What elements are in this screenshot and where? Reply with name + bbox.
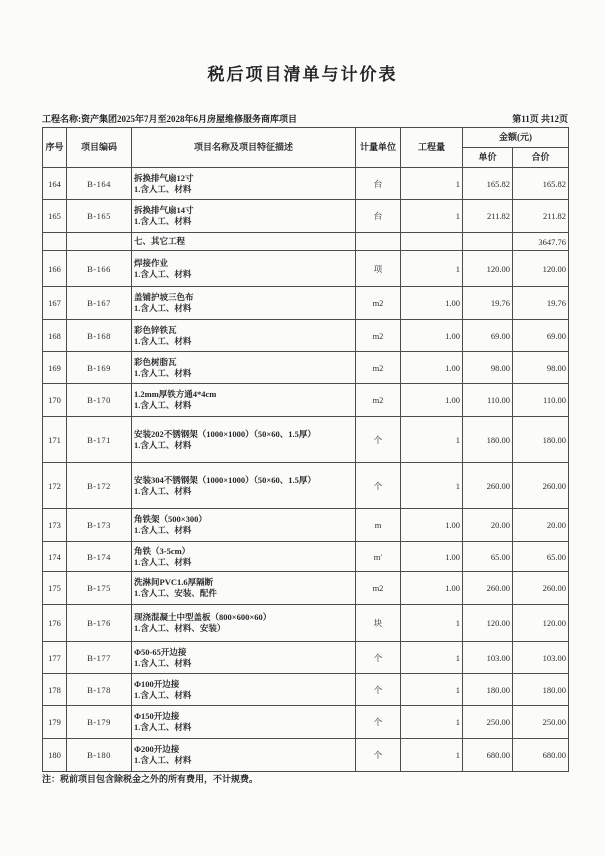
item-name-line: 角铁架（500×300）	[134, 514, 207, 524]
table-row	[43, 463, 569, 509]
header-code: 项目编码	[67, 128, 132, 168]
cell-quantity: 1	[401, 674, 463, 706]
cell-quantity: 1	[401, 417, 463, 463]
item-feature-line: 1.含人工、材料	[134, 303, 192, 313]
page-number-label: 第11页 共12页	[512, 114, 568, 124]
table-row	[43, 417, 569, 463]
cell-item-name	[132, 572, 356, 605]
cell-item-code: B-178	[67, 674, 132, 706]
page-title: 税后项目清单与计价表	[207, 65, 398, 84]
cell-seq: 180	[43, 739, 67, 772]
table-row	[43, 352, 569, 384]
item-name-line: 现浇混凝土中型盖板（800×600×60）	[134, 612, 272, 622]
cell-unit: 个	[356, 706, 401, 739]
cell-quantity: 1	[401, 251, 463, 287]
cell-item-code: B-174	[67, 542, 132, 572]
cell-item-code: B-179	[67, 706, 132, 739]
cell-item-name	[132, 706, 356, 739]
item-feature-line: 1.含人工、材料	[134, 268, 192, 279]
item-name-line: 七、其它工程	[134, 236, 186, 246]
item-name-line: 拆换排气扇14寸	[134, 205, 194, 215]
cell-item-code: B-175	[67, 572, 132, 605]
cell-total-price: 250.00	[513, 706, 569, 739]
cell-item-code: B-169	[67, 352, 132, 384]
cell-seq: 179	[43, 706, 67, 739]
section-row	[43, 233, 569, 251]
cell-item-code: B-166	[67, 251, 132, 287]
item-name-line: 焊接作业	[134, 257, 169, 268]
cell-total-price: 103.00	[513, 642, 569, 674]
cell-unit: 个	[356, 739, 401, 772]
cell-unit-price: 680.00	[463, 739, 513, 772]
item-feature-line: 1.含人工、材料	[134, 400, 192, 410]
header-unit: 计量单位	[356, 128, 401, 168]
table-row	[43, 287, 569, 320]
cell-seq: 177	[43, 642, 67, 674]
cell-quantity: 1	[401, 739, 463, 772]
cell-unit: 台	[356, 200, 401, 233]
cell-item-name	[132, 168, 356, 200]
cell-item-name	[132, 384, 356, 417]
cell-unit-price: 250.00	[463, 706, 513, 739]
cell-total-price: 180.00	[513, 417, 569, 463]
item-name-line: 安装304不锈钢架（1000×1000）（50×60、1.5厚）	[134, 474, 316, 485]
item-name-line: 1.2mm厚铁方通4*4cm	[134, 389, 217, 399]
cell-item-code: B-168	[67, 320, 132, 352]
cell-seq: 175	[43, 572, 67, 605]
header-amount-group: 金额(元)	[463, 128, 569, 148]
cell-unit-price: 180.00	[463, 674, 513, 706]
table-header	[43, 128, 569, 168]
item-feature-line: 1.含人工、安装、配件	[134, 588, 217, 598]
cell-item-name	[132, 287, 356, 320]
cell-item-name	[132, 739, 356, 772]
cell-total-price: 19.76	[513, 287, 569, 320]
cell-unit: m2	[356, 287, 401, 320]
cell-item-code: B-170	[67, 384, 132, 417]
cell-unit-price: 260.00	[463, 463, 513, 509]
cell-seq: 166	[43, 251, 67, 287]
cell-item-name	[132, 674, 356, 706]
cell-seq: 170	[43, 384, 67, 417]
cell-item-name	[132, 542, 356, 572]
cell-total-price: 180.00	[513, 674, 569, 706]
cell-seq: 178	[43, 674, 67, 706]
cell-quantity: 1.00	[401, 509, 463, 542]
footnote: 注：税前项目包含除税金之外的所有费用，不计规费。	[42, 774, 259, 784]
cell-item-code: B-167	[67, 287, 132, 320]
header-unit-price: 单价	[463, 148, 513, 168]
cell-total-price: 260.00	[513, 463, 569, 509]
cell-unit: m	[356, 509, 401, 542]
table-row	[43, 706, 569, 739]
table-row	[43, 320, 569, 352]
cell-unit: 块	[356, 605, 401, 642]
cell-total-price: 680.00	[513, 739, 569, 772]
cell-unit-price: 69.00	[463, 320, 513, 352]
cell-unit: m2	[356, 384, 401, 417]
item-name-line: 拆换排气扇12寸	[134, 172, 194, 183]
cell-total-price: 260.00	[513, 572, 569, 605]
cell-total-price: 165.82	[513, 168, 569, 200]
cell-item-name	[132, 320, 356, 352]
cell-seq: 174	[43, 542, 67, 572]
cell-unit-price: 110.00	[463, 384, 513, 417]
cell-quantity: 1	[401, 605, 463, 642]
item-feature-line: 1.含人工、材料	[134, 216, 192, 226]
table-row	[43, 509, 569, 542]
table-row	[43, 168, 569, 200]
header-total-price: 合价	[513, 148, 569, 168]
cell-unit-price: 211.82	[463, 200, 513, 233]
cell-total-price: 120.00	[513, 605, 569, 642]
cell-item-code: B-172	[67, 463, 132, 509]
header-seq: 序号	[43, 128, 67, 168]
cell-item-code: B-177	[67, 642, 132, 674]
cell-item-name	[132, 352, 356, 384]
cell-seq: 176	[43, 605, 67, 642]
table-row	[43, 739, 569, 772]
table-row	[43, 200, 569, 233]
cell-item-name	[132, 417, 356, 463]
cell-seq: 172	[43, 463, 67, 509]
pricing-table	[42, 127, 569, 772]
cell-item-code	[67, 233, 132, 251]
cell-seq: 168	[43, 320, 67, 352]
cell-unit: m′	[356, 542, 401, 572]
cell-unit-price: 98.00	[463, 352, 513, 384]
cell-item-name	[132, 233, 356, 251]
item-feature-line: 1.含人工、材料	[134, 722, 192, 732]
cell-unit-price	[463, 233, 513, 251]
cell-seq: 171	[43, 417, 67, 463]
cell-seq: 173	[43, 509, 67, 542]
cell-item-name	[132, 605, 356, 642]
cell-quantity: 1.00	[401, 287, 463, 320]
cell-seq: 167	[43, 287, 67, 320]
cell-total-price: 120.00	[513, 251, 569, 287]
cell-item-code: B-180	[67, 739, 132, 772]
table-row	[43, 642, 569, 674]
table-row	[43, 605, 569, 642]
cell-quantity: 1.00	[401, 352, 463, 384]
item-feature-line: 1.含人工、材料	[134, 556, 192, 567]
cell-unit: 个	[356, 463, 401, 509]
cell-seq: 164	[43, 168, 67, 200]
cell-unit-price: 65.00	[463, 542, 513, 572]
cell-unit: 个	[356, 417, 401, 463]
item-feature-line: 1.含人工、材料、安装）	[134, 623, 226, 633]
cell-quantity: 1.00	[401, 384, 463, 417]
table-row	[43, 674, 569, 706]
cell-item-code: B-176	[67, 605, 132, 642]
item-name-line: Φ200开边接	[134, 744, 180, 754]
cell-unit-price: 20.00	[463, 509, 513, 542]
table-row	[43, 542, 569, 572]
item-feature-line: 1.含人工、材料	[134, 335, 192, 346]
cell-seq: 169	[43, 352, 67, 384]
item-feature-line: 1.含人工、材料	[134, 367, 192, 378]
cell-seq	[43, 233, 67, 251]
cell-unit-price: 165.82	[463, 168, 513, 200]
item-name-line: Φ50-65开边接	[134, 646, 187, 657]
item-feature-line: 1.含人工、材料	[134, 485, 192, 496]
cell-unit	[356, 233, 401, 251]
item-feature-line: 1.含人工、材料	[134, 657, 192, 668]
table-row	[43, 251, 569, 287]
cell-unit-price: 19.76	[463, 287, 513, 320]
item-feature-line: 1.含人工、材料	[134, 689, 192, 700]
item-feature-line: 1.含人工、材料	[134, 525, 192, 535]
cell-item-name	[132, 509, 356, 542]
cell-unit: m2	[356, 572, 401, 605]
item-name-line: Φ150开边接	[134, 711, 180, 721]
item-feature-line: 1.含人工、材料	[134, 755, 192, 765]
meta-row	[42, 112, 568, 125]
cell-quantity: 1	[401, 642, 463, 674]
cell-unit: m2	[356, 352, 401, 384]
cell-total-price: 69.00	[513, 320, 569, 352]
project-name-label: 工程名称:资产集团2025年7月至2028年6月房屋维修服务商库项目	[42, 114, 297, 124]
cell-total-price: 3647.76	[513, 233, 569, 251]
cell-quantity: 1	[401, 200, 463, 233]
header-quantity: 工程量	[401, 128, 463, 168]
cell-total-price: 65.00	[513, 542, 569, 572]
item-name-line: 盖铺护坡三色布	[134, 292, 194, 302]
cell-unit: 台	[356, 168, 401, 200]
cell-item-name	[132, 463, 356, 509]
cell-quantity: 1.00	[401, 320, 463, 352]
cell-total-price: 20.00	[513, 509, 569, 542]
cell-item-code: B-173	[67, 509, 132, 542]
cell-unit-price: 260.00	[463, 572, 513, 605]
cell-item-code: B-164	[67, 168, 132, 200]
cell-item-name	[132, 200, 356, 233]
item-name-line: 彩色树脂瓦	[134, 356, 177, 367]
item-name-line: Φ100开边接	[134, 678, 180, 689]
item-name-line: 角铁（3-5cm）	[134, 545, 191, 556]
item-name-line: 安装202不锈钢架（1000×1000）（50×60、1.5厚）	[134, 428, 316, 439]
cell-unit-price: 120.00	[463, 251, 513, 287]
cell-quantity: 1	[401, 463, 463, 509]
cell-seq: 165	[43, 200, 67, 233]
cell-quantity	[401, 233, 463, 251]
cell-item-code: B-171	[67, 417, 132, 463]
header-name: 项目名称及项目特征描述	[132, 128, 356, 168]
cell-unit-price: 103.00	[463, 642, 513, 674]
cell-unit: 个	[356, 674, 401, 706]
cell-unit: m2	[356, 320, 401, 352]
cell-unit-price: 180.00	[463, 417, 513, 463]
cell-total-price: 98.00	[513, 352, 569, 384]
item-name-line: 彩色锌铁瓦	[134, 324, 177, 335]
item-name-line: 洗淋间PVC1.6厚隔断	[134, 577, 214, 587]
cell-item-name	[132, 251, 356, 287]
table-row	[43, 384, 569, 417]
cell-unit: 个	[356, 642, 401, 674]
cell-item-name	[132, 642, 356, 674]
cell-item-code: B-165	[67, 200, 132, 233]
cell-total-price: 110.00	[513, 384, 569, 417]
table-row	[43, 572, 569, 605]
cell-total-price: 211.82	[513, 200, 569, 233]
table-body	[43, 168, 569, 772]
cell-quantity: 1.00	[401, 572, 463, 605]
item-feature-line: 1.含人工、材料	[134, 439, 192, 450]
cell-quantity: 1	[401, 706, 463, 739]
item-feature-line: 1.含人工、材料	[134, 183, 192, 194]
cell-quantity: 1	[401, 168, 463, 200]
cell-unit-price: 120.00	[463, 605, 513, 642]
cell-unit: 项	[356, 251, 401, 287]
cell-quantity: 1.00	[401, 542, 463, 572]
